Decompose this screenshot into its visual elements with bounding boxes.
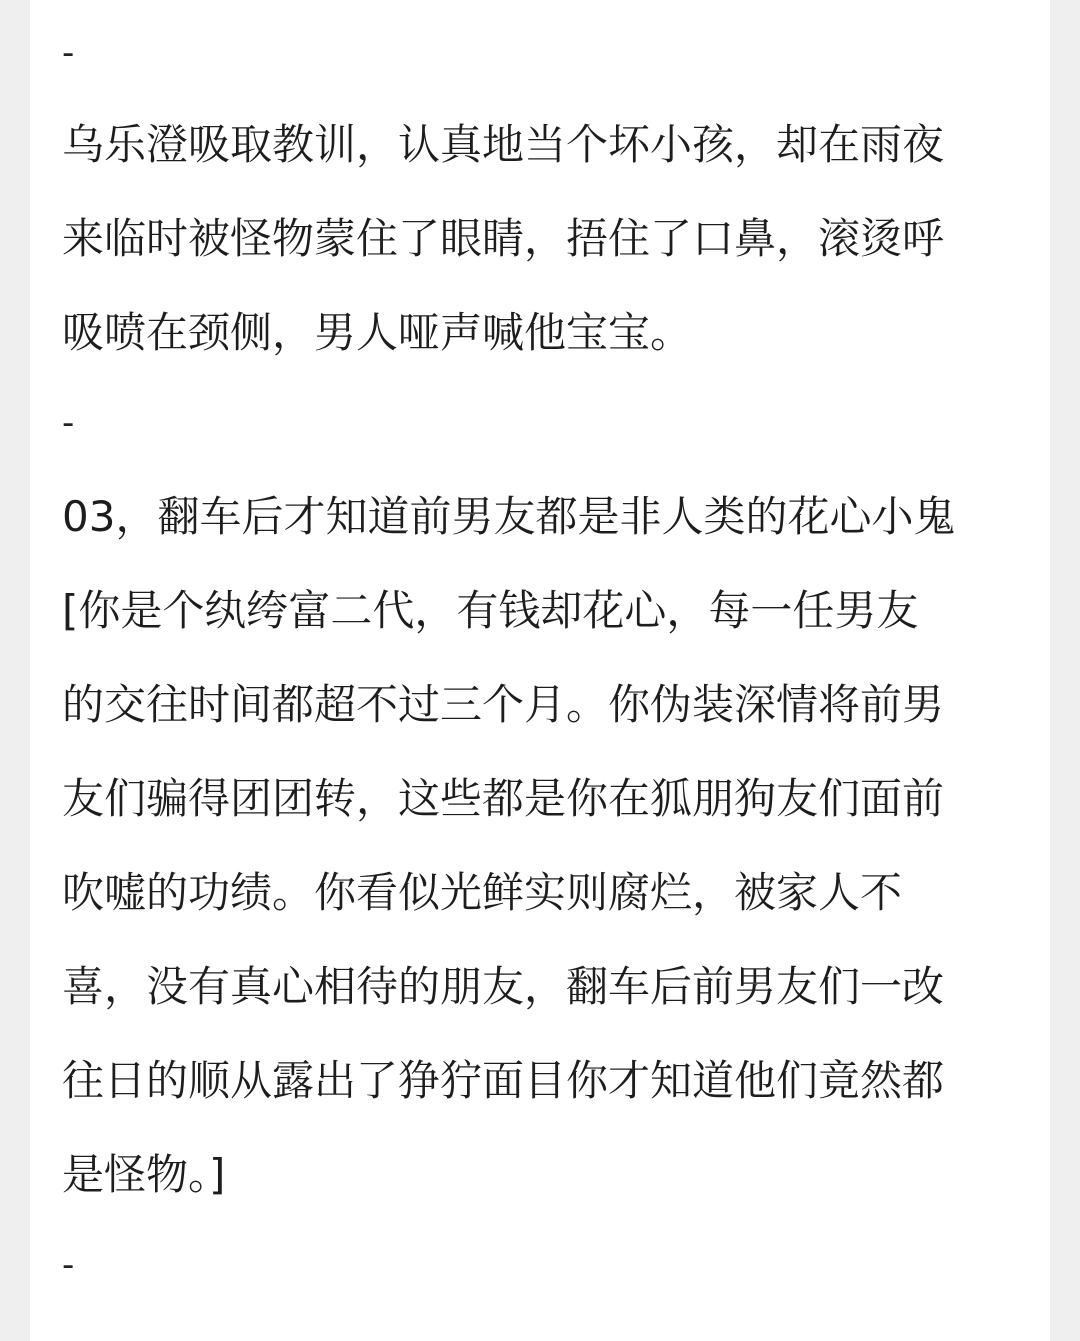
separator-dash: - bbox=[62, 1245, 75, 1285]
paragraph-line: 的交往时间都超不过三个月。你伪装深情将前男 bbox=[62, 680, 945, 729]
document-page bbox=[30, 0, 1050, 1341]
paragraph-line: 吹嘘的功绩。你看似光鲜实则腐烂，被家人不 bbox=[62, 868, 903, 917]
paragraph-line: 来临时被怪物蒙住了眼睛，捂住了口鼻，滚烫呼 bbox=[62, 214, 945, 263]
separator-dash: - bbox=[62, 403, 75, 443]
paragraph-line: 乌乐澄吸取教训，认真地当个坏小孩，却在雨夜 bbox=[62, 120, 945, 169]
paragraph-line: 吸喷在颈侧，男人哑声喊他宝宝。 bbox=[62, 308, 693, 357]
paragraph-line: [你是个纨绔富二代，有钱却花心，每一任男友 bbox=[62, 586, 919, 635]
paragraph-line: 友们骗得团团转，这些都是你在狐朋狗友们面前 bbox=[62, 774, 945, 823]
paragraph-line: 往日的顺从露出了狰狞面目你才知道他们竟然都 bbox=[62, 1056, 945, 1105]
separator-dash: - bbox=[62, 33, 75, 73]
paragraph-line: 喜，没有真心相待的朋友，翻车后前男友们一改 bbox=[62, 962, 945, 1011]
paragraph-line: 是怪物。] bbox=[62, 1150, 226, 1199]
section-heading: 03，翻车后才知道前男友都是非人类的花心小鬼 bbox=[62, 492, 956, 541]
